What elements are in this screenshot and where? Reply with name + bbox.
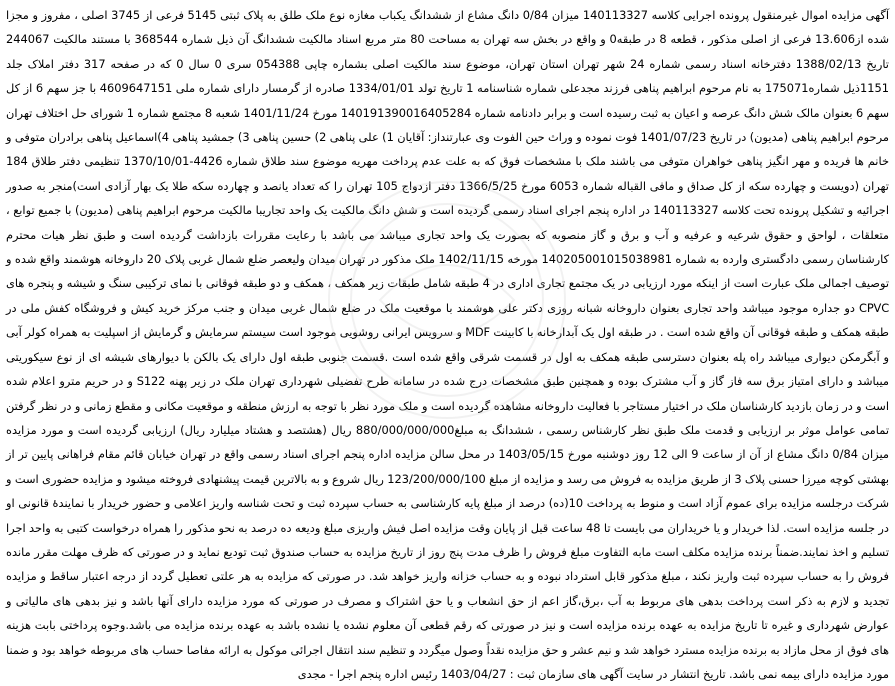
notice-body-text: آگهی مزایده اموال غیرمنقول پرونده اجرایی کلاسه 140113327 میزان 0/84 دانگ مشاع از ششدانگ یکباب مغازه نوع ملک طلق به پلاک ثبتی 5145 فرعی از 3745 اصلی ، مفروز و مجزا شده از13.606 فرعی از اصلی مذکور ، قطعه 8 در طبقه0 و واقع در بخش سه تهران به مساحت 80 متر مربع اسناد مالکیت ششدانگ آن ذیل شماره 368544 با مستند مالکیت 244067 تاریخ 1388/02/13 دفترخانه اسناد رسمی شماره 24 شهر تهران استان تهران، موضوع سند مالکیت اصلی بشماره چاپی 054388 سری 0 سال 0 که در صفحه 317 دفتر املاک جلد 1151ذیل شماره175071 به نام مرحوم ابراهیم پناهی فرزند مجدعلی شماره شناسنامه 1 تاریخ تولد 1334/01/01 صادره از گرمسار دارای شماره ملی 4609647151 با جز سهم 6 از کل سهم 6 بعنوان مالک شش دانگ عرصه و اعیان به ثبت رسیده است و برابر دادنامه شماره 140191390016405284 مورخ 1401/11/24 شعبه 8 مجتمع شماره 1 شورای حل اختلاف تهران مرحوم ابراهیم پناهی (مدیون) در تاریخ 1401/07/23 فوت نموده و وراث حین الفوت وی عبارتنداز: آقایان 1) علی پناهی 2) حسین پناهی 3) جمشید پناهی 4)اسماعیل پناهی برادران متوفی و خانم ها فریده و مهر انگیز پناهی خواهران متوفی می باشند ملک با مشخصات فوق که به علت عدم پرداخت مهریه موضوع سند طلاق شماره 4426-1370/10/01 تنظیمی دفتر طلاق 184 تهران (دویست و چهارده سکه از کل صداق و مافی القباله شماره 6053 مورخ 1366/5/25 دفتر ازدواج 105 تهران را که تعداد یانصد و چهارده سکه طلا یک بهار آزادی است)منجر به صدور اجرائیه و تشکیل پرونده تحت کلاسه 140113327 در اداره پنجم اجرای اسناد رسمی گردیده است و شش دانگ مالکیت یک واحد تجاریبا مالکیت مرحوم ابراهیم پناهی (مدیون) با جمیع توابع ، متعلقات ، لواحق و حقوق شرعیه و عرفیه و آب و برق و گاز منصوبه که بصورت یک واحد تجاری میباشد می باشد با رعایت مقررات بازداشت گردیده است و طبق نظر هیات محترم کارشناسان رسمی دادگستری وارده به شماره 140205001015038981 مورخه 1402/11/15 ملک مذکور در تهران میدان ولیعصر ضلع شمال غربی پلاک 20 داروخانه هوشمند واقع شده و توصیف اجمالی ملک عبارت است از اینکه مورد ارزیابی در یک مجتمع تجاری اداری در 4 طبقه شامل طبقات زیر همکف ، همکف و دو طبقه فوقانی با نمای ترکیبی سنگ و شیشه و پنجره های CPVC دو جداره موجود میباشد واحد تجاری بعنوان داروخانه شبانه روزی دکتر علی هوشمند با موقعیت ملک در ضلع شمال غربی میدان و جنب مرکز خرید کیش و فروشگاه کفش ملی در طبقه همکف و طبقه فوقانی آن واقع شده است . در طبقه اول یک آبدارخانه با کابینت MDF و سرویس ایرانی روشویی موجود است سیستم سرمایش و گرمایش از اسپلیت به همراه کولر آبی و آبگرمکن دیواری میباشد راه پله بعنوان دسترسی طبقه همکف به اول در قسمت شرقی واقع شده است .قسمت جنوبی طبقه اول دارای یک بالکن با دیوارهای شیشه ای از نوع سیکوریتی میباشد و دارای امتیاز برق سه فاز گاز و آب مشترک بوده و همچنین طبق مشخصات درج شده در سامانه طرح تفضیلی شهرداری تهران ملک در زیر پهنه S122 و در حریم مترو اعلام شده است و در زمان بازدید کارشناسان ملک در اختیار مستاجر با فعالیت داروخانه مشاهده گردیده است و ملک مورد نظر با توجه به ارزش منطقه و موقعیت مکانی و مقطع زمانی و در نظر گرفتن تمامی عوامل موثر بر ارزیابی و قدمت ملک طبق نظر کارشناس رسمی ، ششدانگ به مبلغ880/000/000/000 ریال (هشتصد و هشتاد میلیارد ریال) ارزیابی گردیده است و مورد مزایده میزان 0/84 دانگ مشاع از آن از ساعت 9 الی 12 روز دوشنبه مورخ 1403/05/15 در محل سالن مزایده اداره پنجم اجرای اسناد رسمی واقع در تهران خیابان قائم مقام فراهانی پایین تر از بهشتی کوچه میرزا حسنی پلاک 3 از طریق مزایده به فروش می رسد و مزایده از مبلغ 123/200/000/100 ریال شروع و به بالاترین قیمت پیشنهادی فروخته میشود و مزایده حضوری است و شرکت درجلسه مزایده برای عموم آزاد است و منوط به پرداخت 10(ده) درصد از مبلغ پایه کارشناسی به حساب سپرده ثبت و تحت شناسه واریز اعلامی و حضور خریدار با نمایندۀ قانونی او در جلسه مزایده است. لذا خریدار و یا خریداران می بایست تا 48 ساعت قبل از پایان وقت مزایده اصل فیش واریزی مبلغ ودیعه ده درصد به نحو مذکور را همراه درخواست کتبی به واحد اجرا تسلیم و اخذ نمایند.ضمناً برنده مزایده مکلف است مابه التفاوت مبلغ فروش را ظرف مدت پنج روز از تاریخ مزایده به حساب صندوق ثبت تودیع نماید و در صورتی که ظرف مهلت مقرر مانده فروش را به حساب سپرده ثبت واریز نکند ، مبلغ مذکور قابل استرداد نبوده و به حساب خزانه واریز خواهد شد. در صورتی که مزایده به هر علتی تعطیل گردد از درجه اعتبار ساقط و مزایده تجدید و لازم به ذکر است پرداخت بدهی های مربوط به آب ،برق،گاز اعم از حق انشعاب و یا حق اشتراک و مصرف در صورتی که مورد مزایده دارای آنها باشد و نیز بدهی های مالیاتی و عوارض شهرداری و غیره تا تاریخ مزایده به عهده برنده مزایده است و نیز در صورتی که رقم قطعی آن معلوم نشده یا نشده باشد به عهده برنده مزایده می باشد.وجوه پرداختی بابت هزینه های فوق از محل مازاد به برنده مزایده مسترد خواهد شد و نیم عشر و حق مزایده نقداً وصول میگردد و تنظیم سند انتقال اجرائی موکول به ارائه مفاصا حساب های مربوطه خواهد بود و ضمنا مورد مزایده دارای بیمه نمی باشد. تاریخ انتشار در سایت آگهی های سازمان ثبت : 1403/04/27 رئیس اداره پنجم اجرا - مجدی	[6, 8, 890, 681]
